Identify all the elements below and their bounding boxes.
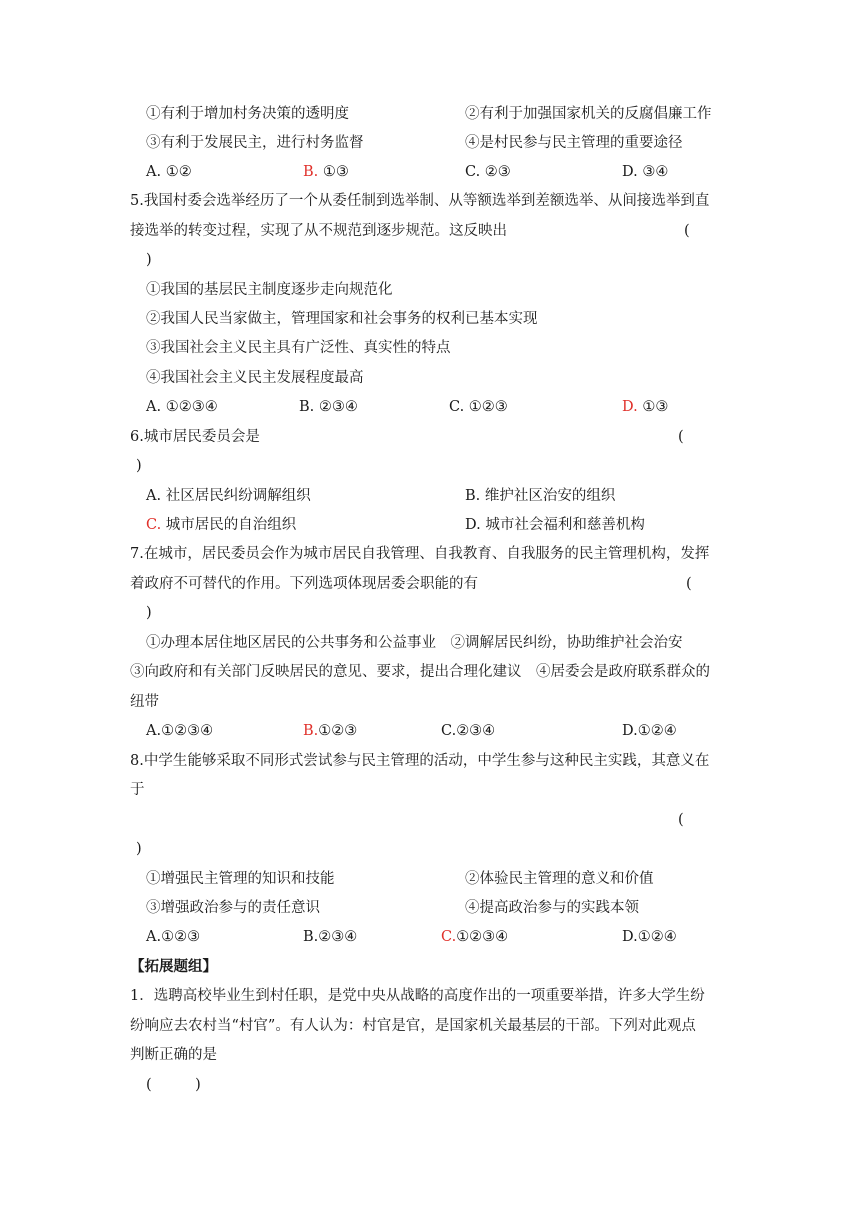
q4-option-3: ③有利于发展民主，进行村务监督 — [146, 135, 364, 151]
q7-options-3-4: ③向政府和有关部门反映居民的意见、要求，提出合理化建议 ④居委会是政府联系群众的 — [130, 664, 710, 680]
q8-choice-c-answer: C.①②③④ — [441, 929, 509, 945]
q6-stem: 6.城市居民委员会是 — [130, 429, 260, 445]
q5-choice-b: B. ②③④ — [299, 399, 358, 415]
q7-paren-close: ) — [146, 605, 152, 621]
q5-choice-d-answer: D. ①③ — [622, 399, 669, 415]
q7-choice-b-answer: B.①②③ — [303, 723, 358, 739]
q6-choice-c-answer: C. 城市居民的自治组织 — [146, 517, 297, 533]
e1-stem-line1: 1．选聘高校毕业生到村任职，是党中央从战略的高度作出的一项重要举措，许多大学生纷 — [130, 988, 705, 1004]
q4-choice-a: A. ①② — [146, 164, 192, 180]
q5-paren-open: ( — [684, 223, 690, 239]
q5-option-4: ④我国社会主义民主发展程度最高 — [146, 370, 364, 386]
q8-option-4: ④提高政治参与的实践本领 — [465, 900, 639, 916]
q4-choice-c: C. ②③ — [465, 164, 511, 180]
q5-stem-line2: 接选举的转变过程，实现了从不规范到逐步规范。这反映出 — [130, 223, 507, 239]
q8-choice-d: D.①②④ — [622, 929, 677, 945]
q6-choice-d: D. 城市社会福利和慈善机构 — [465, 517, 645, 533]
q5-stem-line1: 5.我国村委会选举经历了一个从委任制到选举制、从等额选举到差额选举、从间接选举到直 — [130, 193, 710, 209]
e1-answer-paren: ( ) — [146, 1077, 201, 1093]
q4-option-1: ①有利于增加村务决策的透明度 — [146, 106, 349, 122]
q8-stem-line2: 于 — [130, 782, 145, 798]
section-title: 【拓展题组】 — [130, 958, 217, 975]
q5-option-1: ①我国的基层民主制度逐步走向规范化 — [146, 282, 393, 298]
q4-choice-d: D. ③④ — [622, 164, 669, 180]
q8-choice-a: A.①②③ — [146, 929, 201, 945]
q6-paren-open: ( — [678, 429, 684, 445]
q8-option-2: ②体验民主管理的意义和价值 — [465, 871, 654, 887]
q5-choice-c: C. ①②③ — [449, 399, 508, 415]
q7-choice-c: C.②③④ — [441, 723, 496, 739]
e1-stem-line2: 纷响应去农村当“村官”。有人认为：村官是官，是国家机关最基层的干部。下列对此观点 — [130, 1018, 696, 1034]
q8-option-1: ①增强民主管理的知识和技能 — [146, 871, 335, 887]
q5-paren-close: ) — [146, 252, 152, 268]
q8-paren-close: ) — [136, 841, 142, 857]
q5-option-3: ③我国社会主义民主具有广泛性、真实性的特点 — [146, 340, 451, 356]
q7-stem-line1: 7.在城市，居民委员会作为城市居民自我管理、自我教育、自我服务的民主管理机构，发挥 — [130, 546, 710, 562]
q6-paren-close: ) — [136, 458, 142, 474]
q8-stem-line1: 8.中学生能够采取不同形式尝试参与民主管理的活动，中学生参与这种民主实践，其意义在 — [130, 753, 710, 769]
q8-choice-b: B.②③④ — [303, 929, 358, 945]
q8-option-3: ③增强政治参与的责任意识 — [146, 900, 320, 916]
q7-paren-open: ( — [686, 576, 692, 592]
q6-choice-b: B. 维护社区治安的组织 — [465, 488, 616, 504]
q7-choice-a: A.①②③④ — [146, 723, 214, 739]
q4-choice-b-answer: B. ①③ — [303, 164, 349, 180]
q7-option-4-cont: 纽带 — [130, 694, 159, 710]
q7-stem-line2: 着政府不可替代的作用。下列选项体现居委会职能的有 — [130, 576, 478, 592]
q8-paren-open: ( — [678, 812, 684, 828]
e1-stem-line3: 判断正确的是 — [130, 1047, 217, 1063]
q7-choice-d: D.①②④ — [622, 723, 677, 739]
q5-option-2: ②我国人民当家做主，管理国家和社会事务的权利已基本实现 — [146, 311, 538, 327]
q4-option-2: ②有利于加强国家机关的反腐倡廉工作 — [465, 106, 712, 122]
q7-options-1-2: ①办理本居住地区居民的公共事务和公益事业 ②调解居民纠纷，协助维护社会治安 — [146, 635, 683, 651]
q5-choice-a: A. ①②③④ — [146, 399, 218, 415]
q4-option-4: ④是村民参与民主管理的重要途径 — [465, 135, 683, 151]
q6-choice-a: A. 社区居民纠纷调解组织 — [146, 488, 311, 504]
